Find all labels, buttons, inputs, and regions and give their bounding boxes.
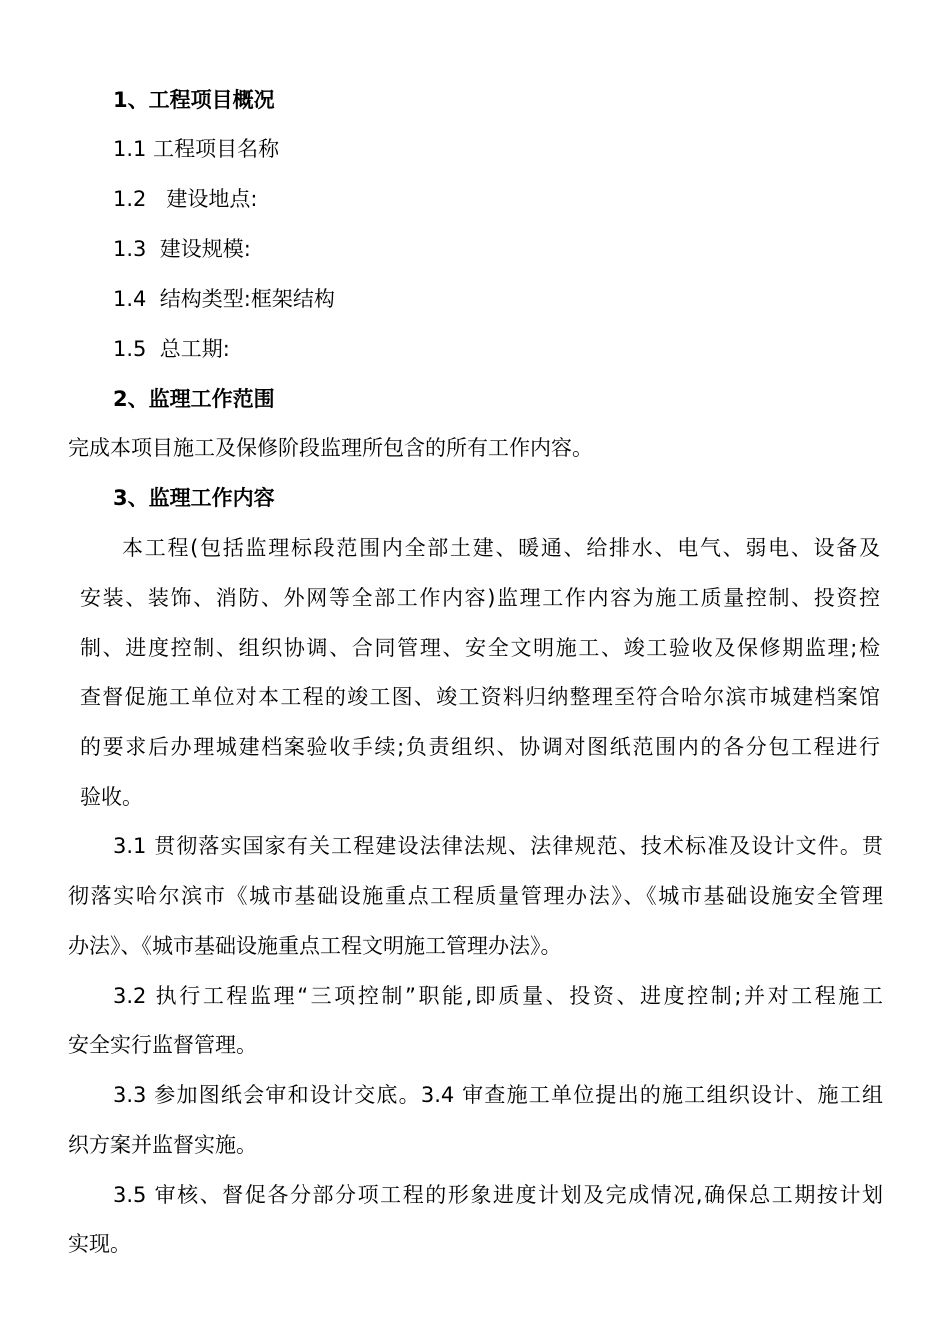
item-1-1: 1.1 工程项目名称 (113, 137, 280, 161)
paragraph-3-5-line: 实现。 (68, 1232, 131, 1256)
section-1-heading: 1、工程项目概况 (113, 88, 275, 112)
item-1-2: 1.2 建设地点: (113, 187, 258, 211)
paragraph-3-2-line: 3.2 执行工程监理“三项控制”职能,即质量、投资、进度控制;并对工程施工 (113, 984, 883, 1008)
section-3-intro-line: 本工程(包括监理标段范围内全部土建、暖通、给排水、电气、弱电、设备及 (122, 536, 880, 560)
section-3-intro-line: 安装、装饰、消防、外网等全部工作内容)监理工作内容为施工质量控制、投资控 (80, 586, 880, 610)
section-3-intro-line: 制、进度控制、组织协调、合同管理、安全文明施工、竣工验收及保修期监理;检 (80, 636, 880, 660)
paragraph-3-1-line: 3.1 贯彻落实国家有关工程建设法律法规、法律规范、技术标准及设计文件。贯 (113, 834, 883, 858)
item-1-4: 1.4 结构类型:框架结构 (113, 287, 335, 311)
section-2-body: 完成本项目施工及保修阶段监理所包含的所有工作内容。 (68, 436, 593, 460)
section-2-heading: 2、监理工作范围 (113, 387, 275, 411)
section-3-intro-line: 的要求后办理城建档案验收手续;负责组织、协调对图纸范围内的各分包工程进行 (80, 735, 880, 759)
item-1-5: 1.5 总工期: (113, 337, 230, 361)
paragraph-3-1-line: 办法》、《城市基础设施重点工程文明施工管理办法》。 (68, 934, 562, 958)
paragraph-3-1-line: 彻落实哈尔滨市《城市基础设施重点工程质量管理办法》、《城市基础设施安全管理 (68, 884, 883, 908)
paragraph-3-5-line: 3.5 审核、督促各分部分项工程的形象进度计划及完成情况,确保总工期按计划 (113, 1183, 883, 1207)
section-3-intro-line: 查督促施工单位对本工程的竣工图、竣工资料归纳整理至符合哈尔滨市城建档案馆 (80, 685, 880, 709)
item-1-3: 1.3 建设规模: (113, 237, 251, 261)
paragraph-3-3-line: 3.3 参加图纸会审和设计交底。3.4 审查施工单位提出的施工组织设计、施工组 (113, 1083, 883, 1107)
section-3-intro-line: 验收。 (80, 785, 143, 809)
paragraph-3-3-line: 织方案并监督实施。 (68, 1133, 257, 1157)
paragraph-3-2-line: 安全实行监督管理。 (68, 1033, 257, 1057)
section-3-heading: 3、监理工作内容 (113, 486, 275, 510)
